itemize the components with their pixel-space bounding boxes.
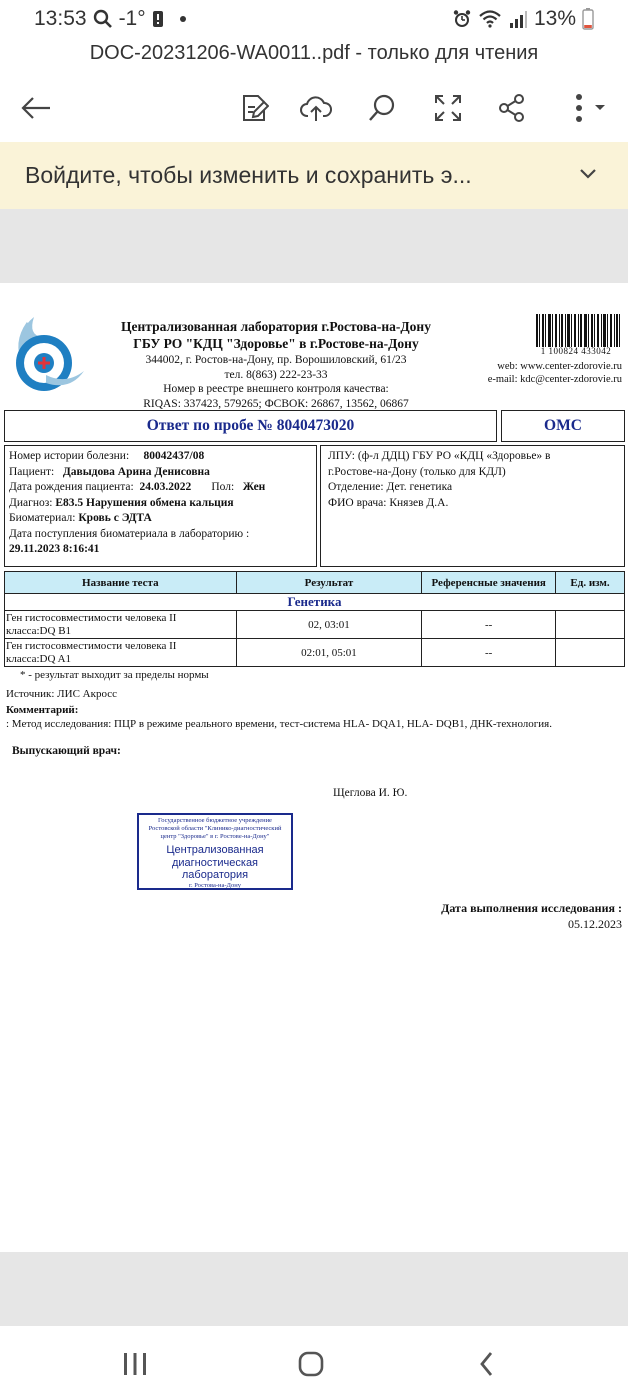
comment: : Метод исследования: ПЦР в режиме реального времени, тест-система HLA- DQA1, HLA- DQB1, ДНК-технология. (6, 718, 552, 730)
lab-title (96, 318, 456, 352)
search-button[interactable] (362, 88, 402, 128)
test-name-line1: Ген гистосовместимости человека II (6, 639, 177, 652)
test-name-line2: класса:DQ B1 (6, 624, 72, 637)
clock: 13:53 (34, 7, 87, 30)
banner-text: Войдите, чтобы изменить и сохранить э... (25, 162, 472, 188)
dob-value: 24.03.2022 (139, 481, 192, 493)
table-row (5, 611, 625, 639)
footnote: * - результат выходит за пределы нормы (20, 669, 209, 681)
sign-in-banner[interactable] (0, 142, 628, 209)
contact-block (488, 360, 622, 386)
column-header: Название теста (5, 572, 237, 594)
test-reference: -- (422, 611, 556, 639)
stamp-city: г. Ростова-на-Дону (189, 881, 241, 889)
alarm-icon (452, 9, 472, 29)
arrival-value: 29.11.2023 8:16:41 (9, 543, 100, 555)
lab-stamp (137, 813, 293, 890)
test-result: 02:01, 05:01 (236, 639, 422, 667)
expand-icon (434, 94, 462, 122)
edit-button[interactable] (234, 88, 274, 128)
column-header: Результат (236, 572, 422, 594)
referring-doctor: ФИО врача: Князев Д.А. (328, 496, 449, 509)
signal-icon (508, 9, 528, 29)
stamp-big1: Централизованная (166, 844, 264, 856)
diagnosis-value: E83.5 Нарушения обмена кальция (55, 496, 234, 509)
stamp-line2: Ростовской области "Клинико-диагностический (148, 825, 282, 832)
search-icon (93, 9, 113, 29)
viewer-background-bottom (0, 1252, 628, 1326)
lab-address-block (96, 353, 456, 411)
sex-label: Пол: (211, 481, 235, 493)
completion-date: 05.12.2023 (568, 917, 622, 931)
lab-title-line1: Централизованная лаборатория г.Ростова-на-Дону (121, 319, 431, 334)
arrival-label: Дата поступления биоматериала в лабораторию : (9, 527, 250, 540)
test-name-line1: Ген гистосовместимости человека II (6, 611, 177, 624)
more-options-button[interactable] (566, 88, 614, 128)
history-label: Номер истории болезни: (9, 450, 130, 462)
sample-answer-title: Ответ по пробе № 8040473020 (4, 410, 497, 442)
lab-address: 344002, г. Ростов-на-Дону, пр. Ворошиловский, 61/23 (145, 354, 407, 366)
lab-phone: тел. 8(863) 222-23-33 (224, 368, 328, 381)
share-button[interactable] (492, 88, 532, 128)
test-unit (556, 611, 625, 639)
stamp-line1: Государственное бюджетное учреждение (158, 817, 272, 824)
test-unit (556, 639, 625, 667)
test-name-line2: класса:DQ A1 (6, 652, 72, 665)
biomaterial-label: Биоматериал: (9, 512, 76, 524)
registry-note: Номер в реестре внешнего контроля качества: (163, 383, 389, 395)
test-name (5, 611, 237, 639)
lpu-line2: г.Ростове-на-Дону (только для КДЛ) (328, 465, 506, 478)
recent-apps-button[interactable] (115, 1348, 155, 1380)
home-icon (297, 1350, 325, 1378)
fullscreen-button[interactable] (428, 88, 468, 128)
section-row (5, 594, 625, 611)
arrow-left-icon (20, 96, 52, 120)
home-button[interactable] (291, 1348, 331, 1380)
column-header: Референсные значения (422, 572, 556, 594)
table-header-row (5, 572, 625, 594)
chevron-left-icon (477, 1351, 497, 1377)
more-vertical-icon (568, 93, 612, 123)
status-bar (0, 0, 628, 38)
recent-apps-icon (122, 1352, 148, 1376)
document-title: DOC-20231206-WA0011..pdf - только для чтения (89, 42, 539, 64)
battery-percent: 13% (533, 7, 576, 30)
clinic-logo (6, 313, 86, 395)
biomaterial-value: Кровь с ЭДТА (78, 512, 152, 524)
barcode (536, 314, 620, 347)
back-button[interactable] (16, 88, 56, 128)
wifi-icon (478, 9, 502, 29)
cloud-upload-button[interactable] (296, 88, 336, 128)
patient-name: Давыдова Арина Денисовна (62, 465, 210, 478)
alert-icon (152, 10, 164, 28)
source: Источник: ЛИС Акросс (6, 688, 117, 700)
test-reference: -- (422, 639, 556, 667)
viewer-background-top (0, 209, 628, 283)
temperature: -1° (118, 7, 146, 30)
dob-label: Дата рождения пациента: (9, 481, 134, 493)
stamp-big2: диагностическая (171, 856, 259, 869)
battery-icon (582, 8, 594, 30)
results-table (4, 571, 625, 667)
website: web: www.center-zdorovie.ru (497, 361, 622, 372)
pdf-page[interactable] (0, 283, 628, 1252)
test-name (5, 639, 237, 667)
comment-label: Комментарий: (6, 704, 79, 716)
cloud-upload-icon (299, 94, 333, 122)
test-result: 02, 03:01 (236, 611, 422, 639)
issuing-doctor: Щеглова И. Ю. (333, 787, 408, 799)
stamp-line3: центр "Здоровье" в г. Ростове-на-Дону" (160, 833, 270, 840)
toolbar (0, 80, 628, 136)
riqas-numbers: RIQAS: 337423, 579265; ФСВОК: 26867, 13562, 06867 (143, 397, 409, 410)
chevron-down-icon[interactable] (578, 164, 598, 184)
stamp-big3: лаборатория (181, 869, 249, 881)
notification-dot-icon (180, 16, 186, 22)
email: e-mail: kdc@center-zdorovie.ru (487, 374, 622, 385)
column-header: Ед. изм. (556, 572, 625, 594)
search-icon (367, 93, 397, 123)
lpu-info (320, 445, 625, 567)
edit-document-icon (239, 93, 269, 123)
oms-label: ОМС (501, 410, 625, 442)
history-value: 80042437/08 (143, 450, 205, 462)
navigation-bar (0, 1326, 628, 1400)
barcode-number: 1 100824 433042 (540, 346, 612, 356)
lab-title-line2: ГБУ РО "КДЦ "Здоровье" в г.Ростове-на-Дону (133, 336, 419, 351)
issuing-doctor-label: Выпускающий врач: (12, 745, 121, 757)
sex-value: Жен (242, 481, 266, 493)
diagnosis-label: Диагноз: (9, 496, 53, 509)
share-icon (497, 93, 527, 123)
department: Отделение: Дет. генетика (328, 481, 453, 493)
patient-info (4, 445, 317, 567)
back-nav-button[interactable] (467, 1348, 507, 1380)
patient-label: Пациент: (9, 465, 55, 478)
lpu-line1: ЛПУ: (ф-л ДДЦ) ГБУ РО «КДЦ «Здоровье» в (328, 450, 551, 462)
section-title: Генетика (5, 594, 625, 611)
completion-date-label: Дата выполнения исследования : (441, 901, 622, 915)
table-row (5, 639, 625, 667)
